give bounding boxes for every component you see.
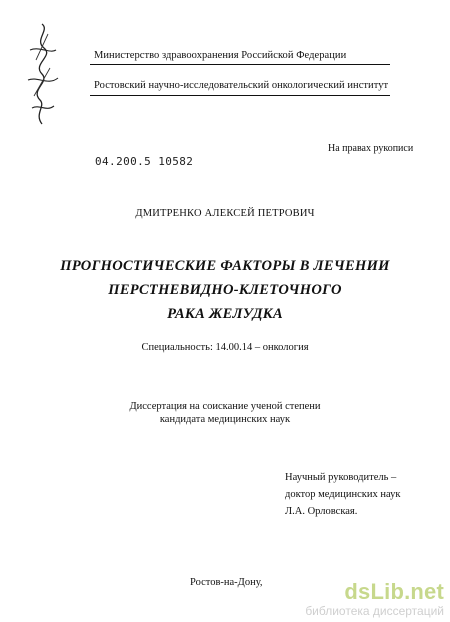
advisor-line-3: Л.А. Орловская.	[285, 506, 358, 517]
header-divider	[90, 64, 390, 65]
watermark	[305, 580, 444, 618]
institute-name: Ростовский научно-исследовательский онкологический институт	[94, 80, 389, 91]
rights-notice: На правах рукописи	[328, 143, 414, 154]
title-line-3: РАКА ЖЕЛУДКА	[167, 306, 283, 322]
dissertation-line-1: Диссертация на соискание ученой степени	[129, 401, 321, 412]
handwritten-signature	[20, 20, 64, 130]
ministry-name: Министерство здравоохранения Российской Федерации	[94, 50, 347, 61]
watermark-logo: dsLib.net	[344, 579, 444, 604]
title-line-2: ПЕРСТНЕВИДНО-КЛЕТОЧНОГО	[108, 282, 342, 298]
advisor-line-2: доктор медицинских наук	[285, 489, 401, 500]
registration-code: 04.200.5 10582	[95, 155, 194, 168]
specialty: Специальность: 14.00.14 – онкология	[141, 342, 309, 353]
title-line-1: ПРОГНОСТИЧЕСКИЕ ФАКТОРЫ В ЛЕЧЕНИИ	[60, 258, 390, 274]
city: Ростов-на-Дону,	[190, 577, 263, 588]
author-name: ДМИТРЕНКО АЛЕКСЕЙ ПЕТРОВИЧ	[135, 208, 315, 219]
watermark-subtitle: библиотека диссертаций	[305, 604, 444, 618]
advisor-line-1: Научный руководитель –	[285, 472, 397, 483]
header-divider-bottom	[90, 95, 390, 96]
dissertation-line-2: кандидата медицинских наук	[159, 414, 291, 425]
